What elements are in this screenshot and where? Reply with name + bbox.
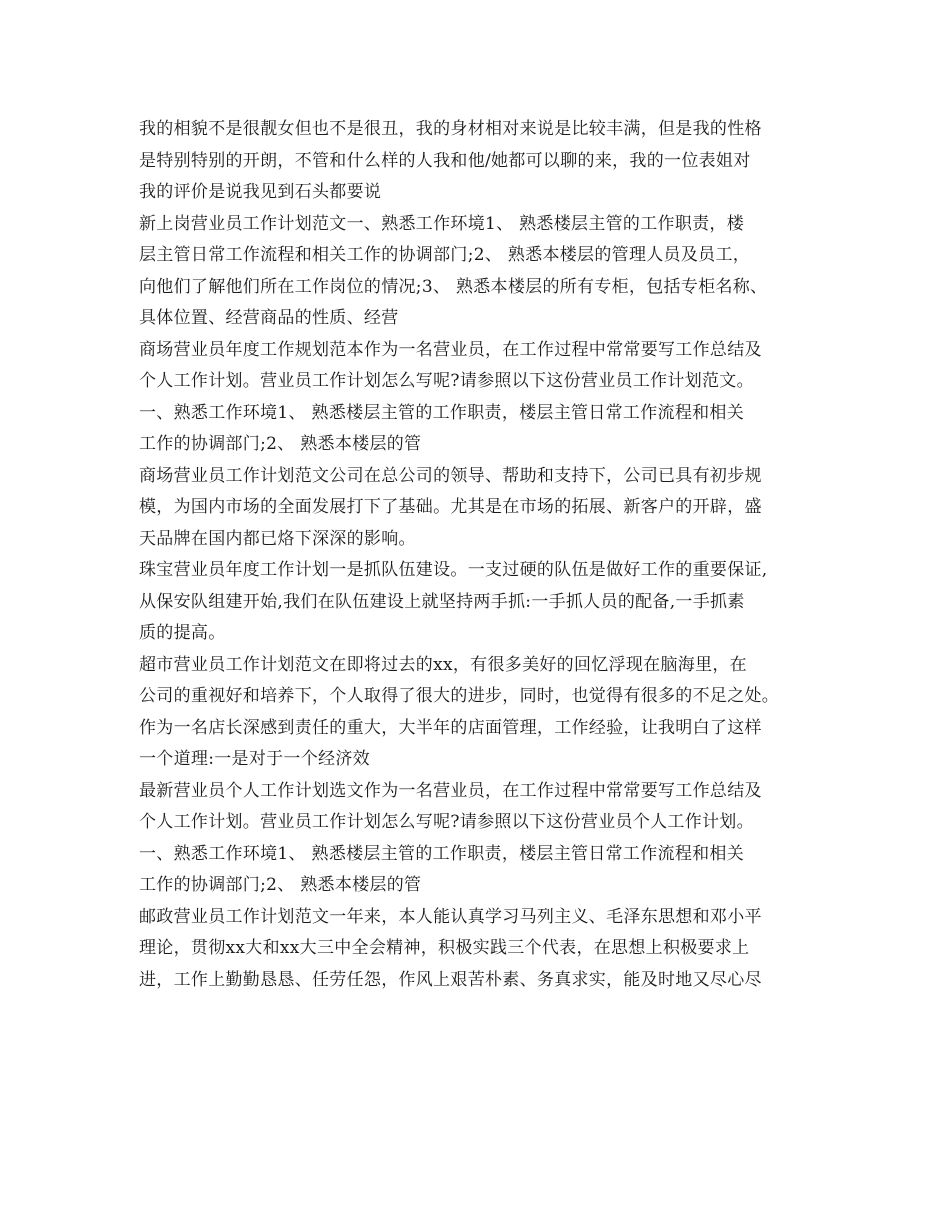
text-line: 一、熟悉工作环境1、 熟悉楼层主管的工作职责，楼层主管日常工作流程和相关 — [139, 402, 745, 423]
text-line: 最新营业员个人工作计划选文作为一名营业员，在工作过程中常常要写工作总结及 — [139, 780, 762, 801]
text-line: 商场营业员年度工作规划范本作为一名营业员，在工作过程中常常要写工作总结及 — [139, 339, 762, 360]
text-line: 新上岗营业员工作计划范文一、熟悉工作环境1、 熟悉楼层主管的工作职责，楼 — [139, 213, 745, 234]
text-line: 天品牌在国内都已烙下深深的影响。 — [139, 528, 416, 549]
text-line: 我的评价是说我见到石头都要说 — [139, 182, 382, 202]
text-line: 层主管日常工作流程和相关工作的协调部门;2、 熟悉本楼层的管理人员及员工， — [139, 245, 751, 265]
text-line: 模，为国内市场的全面发展打下了基础。尤其是在市场的拓展、新客户的开辟，盛 — [139, 497, 762, 517]
text-line: 邮政营业员工作计划范文一年来，本人能认真学习马列主义、毛泽东思想和邓小平 — [139, 906, 762, 927]
text-line: 超市营业员工作计划范文在即将过去的xx，有很多美好的回忆浮现在脑海里，在 — [139, 654, 747, 675]
text-line: 我的相貌不是很靓女但也不是很丑，我的身材相对来说是比较丰满，但是我的性格 — [139, 119, 762, 139]
text-line: 进，工作上勤勤恳恳、任劳任怨，作风上艰苦朴素、务真求实，能及时地又尽心尽 — [139, 969, 762, 990]
text-line: 珠宝营业员年度工作计划一是抓队伍建设。一支过硬的队伍是做好工作的重要保证, — [139, 560, 768, 580]
text-line: 是特别特别的开朗，不管和什么样的人我和他/她都可以聊的来，我的一位表姐对 — [139, 150, 751, 171]
text-line: 具体位置、经营商品的性质、经营 — [139, 308, 399, 328]
text-line: 工作的协调部门;2、 熟悉本楼层的管 — [139, 434, 422, 454]
text-line: 质的提高。 — [139, 623, 226, 643]
text-line: 向他们了解他们所在工作岗位的情况;3、 熟悉本楼层的所有专柜，包括专柜名称、 — [139, 276, 768, 297]
text-line: 工作的协调部门;2、 熟悉本楼层的管 — [139, 875, 422, 895]
document-body — [139, 114, 829, 996]
text-line: 理论，贯彻xx大和xx大三中全会精神，积极实践三个代表，在思想上积极要求上 — [139, 938, 750, 958]
text-line: 个人工作计划。营业员工作计划怎么写呢?请参照以下这份营业员个人工作计划。 — [139, 812, 754, 832]
text-line: 商场营业员工作计划范文公司在总公司的领导、帮助和支持下，公司已具有初步规 — [139, 465, 762, 486]
text-line: 一个道理:一是对于一个经济效 — [139, 749, 370, 769]
text-line: 个人工作计划。营业员工作计划怎么写呢?请参照以下这份营业员工作计划范文。 — [139, 371, 754, 391]
text-line: 从保安队组建开始,我们在队伍建设上就坚持两手抓:一手抓人员的配备,一手抓素 — [139, 591, 745, 612]
text-line: 作为一名店长深感到责任的重大，大半年的店面管理，工作经验，让我明白了这样 — [139, 717, 762, 738]
text-line: 一、熟悉工作环境1、 熟悉楼层主管的工作职责，楼层主管日常工作流程和相关 — [139, 843, 745, 864]
text-line: 公司的重视好和培养下，个人取得了很大的进步，同时，也觉得有很多的不足之处。 — [139, 686, 780, 706]
